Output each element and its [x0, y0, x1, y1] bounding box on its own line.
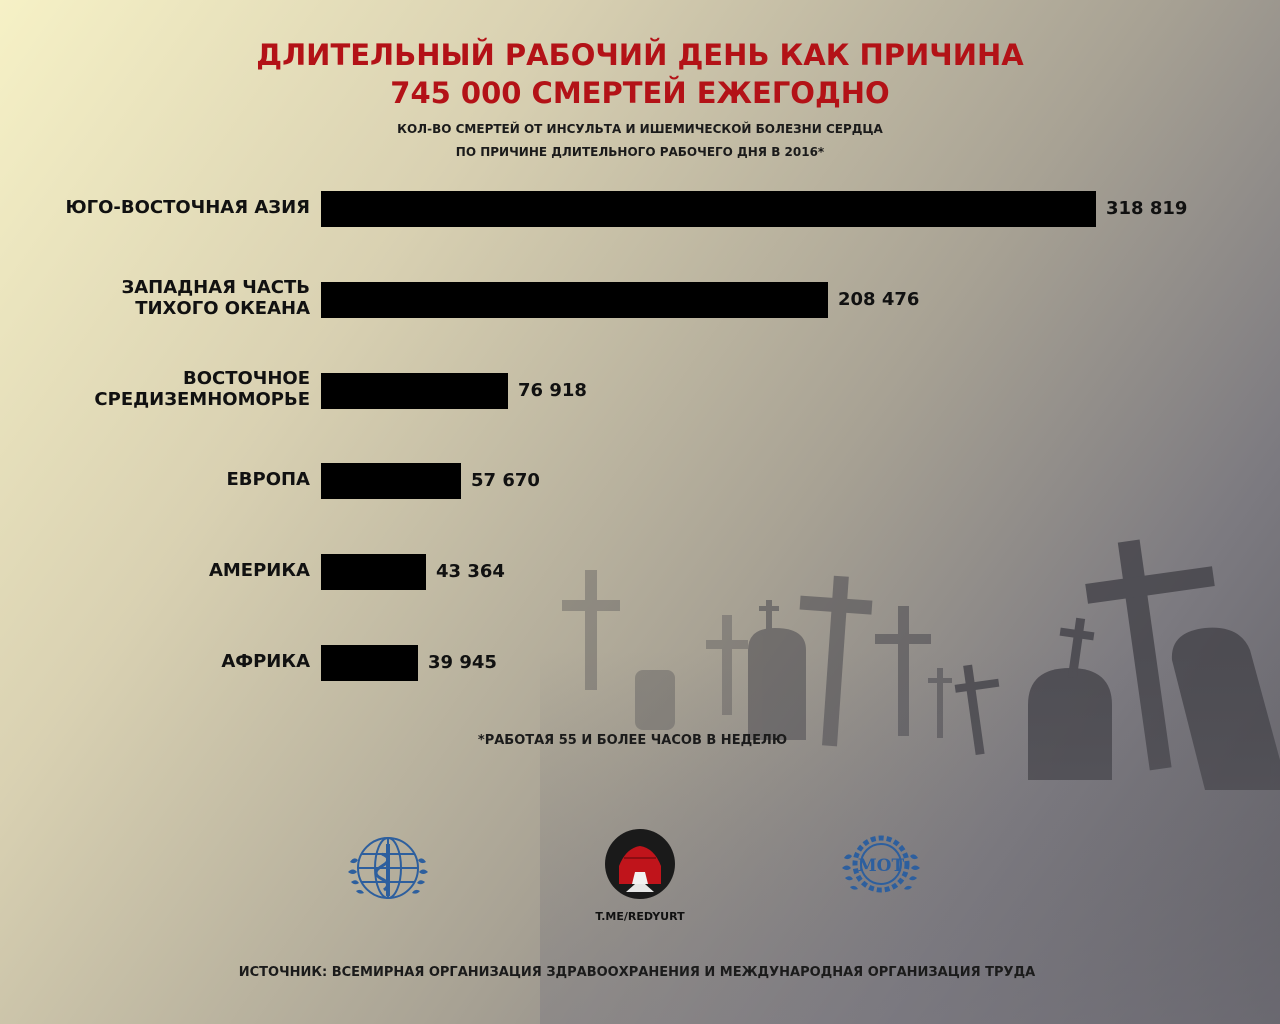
bar-value-label: 43 364: [436, 561, 505, 582]
bar: [321, 373, 508, 409]
bar: [321, 554, 426, 590]
bar-value-label: 318 819: [1106, 198, 1188, 219]
who-emblem-icon: [340, 828, 436, 910]
red-yurt-icon: [604, 828, 676, 900]
bar: [321, 463, 461, 499]
category-label-text: ЕВРОПА: [226, 468, 310, 490]
category-label: [10, 643, 310, 679]
bar-value-label: 76 918: [518, 380, 587, 401]
bar-value-label: 208 476: [838, 289, 920, 310]
category-label-text: АФРИКА: [221, 650, 310, 672]
chart-subtitle: [0, 118, 1280, 164]
title-line-2: 745 000 СМЕРТЕЙ ЕЖЕГОДНО: [390, 76, 890, 110]
category-label-text: ЗАПАДНАЯ ЧАСТЬ ТИХОГО ОКЕАНА: [121, 277, 310, 319]
category-label-text: АМЕРИКА: [208, 559, 310, 581]
bar: [321, 191, 1096, 227]
category-label-text: ВОСТОЧНОЕ СРЕДИЗЕМНОМОРЬЕ: [94, 368, 310, 410]
ilo-emblem-icon: [836, 828, 926, 904]
chart-title: [0, 36, 1280, 112]
subtitle-line-1: КОЛ-ВО СМЕРТЕЙ ОТ ИНСУЛЬТА И ИШЕМИЧЕСКОЙ БОЛЕЗНИ СЕРДЦА: [397, 122, 883, 136]
category-label: [10, 552, 310, 588]
subtitle-line-2: ПО ПРИЧИНЕ ДЛИТЕЛЬНОГО РАБОЧЕГО ДНЯ В 2016*: [455, 145, 825, 159]
footnote: *РАБОТАЯ 55 И БОЛЕЕ ЧАСОВ В НЕДЕЛЮ: [477, 733, 788, 748]
category-label-text: ЮГО-ВОСТОЧНАЯ АЗИЯ: [65, 196, 310, 218]
source-note: ИСТОЧНИК: ВСЕМИРНАЯ ОРГАНИЗАЦИЯ ЗДРАВООХРАНЕНИЯ И МЕЖДУНАРОДНАЯ ОРГАНИЗАЦИЯ ТРУДА: [238, 965, 1036, 980]
bar-value-label: 39 945: [428, 652, 497, 673]
category-label: [10, 461, 310, 497]
title-line-1: ДЛИТЕЛЬНЫЙ РАБОЧИЙ ДЕНЬ КАК ПРИЧИНА: [256, 38, 1024, 72]
channel-handle: T.ME/REDYURT: [595, 910, 685, 923]
category-label: [10, 189, 310, 225]
category-label: [10, 277, 310, 319]
bar: [321, 282, 828, 318]
bar-value-label: 57 670: [471, 470, 540, 491]
category-label: [10, 368, 310, 410]
ilo-letters: МОТ: [857, 856, 905, 876]
bar: [321, 645, 418, 681]
